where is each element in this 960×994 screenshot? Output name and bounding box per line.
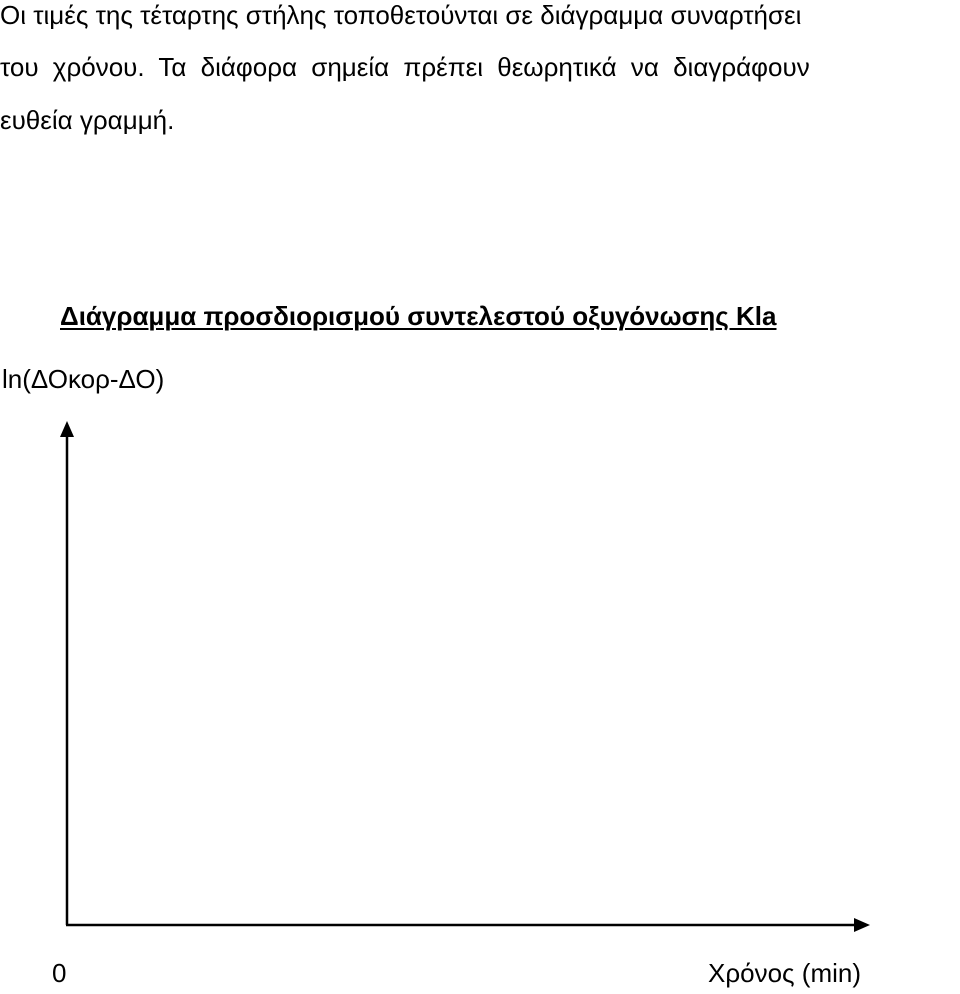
x-axis-arrowhead [854, 918, 870, 932]
y-axis-label: ln(ΔΟκορ-ΔΟ) [2, 364, 165, 394]
y-axis-arrowhead [60, 421, 74, 437]
chart-title: Διάγραμμα προσδιορισμού συντελεστού οξυγόνωσης Kla [60, 301, 777, 331]
x-axis-label: Χρόνος (min) [708, 958, 862, 988]
paragraph-line: του χρόνου. Τα διάφορα σημεία πρέπει θεωρητικά να διαγράφουν [0, 52, 810, 82]
paragraph-line: ευθεία γραμμή. [0, 105, 175, 135]
origin-label: 0 [52, 958, 67, 988]
paragraph-line: Οι τιμές της τέταρτης στήλης τοποθετούνται σε διάγραμμα συναρτήσει [0, 0, 802, 30]
